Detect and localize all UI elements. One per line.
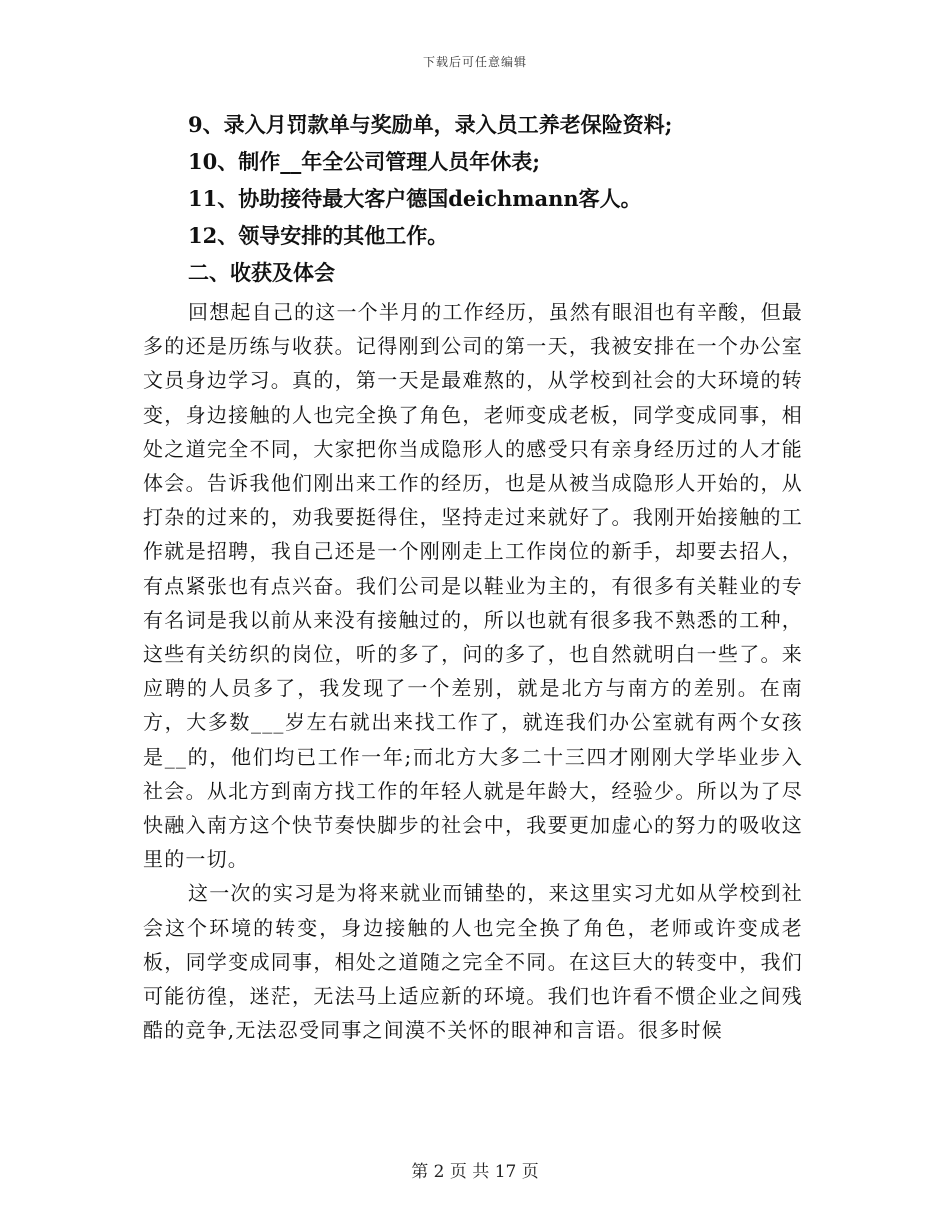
header-note: 下载后可任意编辑 (422, 55, 527, 69)
list-item: 10、制作__年全公司管理人员年休表; (188, 149, 540, 174)
list-item: 9、录入月罚款单与奖励单，录入员工养老保险资料; (188, 112, 673, 137)
paragraph: 回想起自己的这一个半月的工作经历，虽然有眼泪也有辛酸，但最多的还是历练与收获。记得刚到公司的第一天，我被安排在一个办公室文员身边学习。真的，第一天是最难熬的，从学校到社会的大环境的转变，身边接触的人也完全换了角色，老师变成老板，同学变成同事，相处之道完全不同，大家把你当成隐形人的感受只有亲身经历过的人才能体会。告诉我他们刚出来工作的经历，也是从被当成隐形人开始的，从打杂的过来的，劝我要挺得住，坚持走过来就好了。我刚开始接触的工作就是招聘，我自己还是一个刚刚走上工作岗位的新手，却要去招人，有点紧张也有点兴奋。我们公司是以鞋业为主的，有很多有关鞋业的专有名词是我以前从来没有接触过的，所以也就有很多我不熟悉的工种，这些有关纺织的岗位，听的多了，问的多了，也自然就明白一些了。来应聘的人员多了，我发现了一个差别，就是北方与南方的差别。在南方，大多数___岁左右就出来找工作了，就连我们办公室就有两个女孩是__的，他们均已工作一年;而北方大多二十三四才刚刚大学毕业步入社会。从北方到南方找工作的年轻人就是年龄大，经验少。所以为了尽快融入南方这个快节奏快脚步的社会中，我要更加虚心的努力的吸收这里的一切。 (143, 300, 803, 872)
section-heading: 二、收获及体会 (188, 260, 335, 285)
page-number: 第 2 页 共 17 页 (411, 1162, 539, 1182)
list-item: 12、领导安排的其他工作。 (188, 223, 449, 248)
paragraph: 这一次的实习是为将来就业而铺垫的，来这里实习尤如从学校到社会这个环境的转变，身边接触的人也完全换了角色，老师或许变成老板，同学变成同事，相处之道随之完全不同。在这巨大的转变中，我们可能彷徨，迷茫，无法马上适应新的环境。我们也许看不惯企业之间残酷的竞争,无法忍受同事之间漠不关怀的眼神和言语。很多时候 (143, 881, 803, 1043)
document-body (143, 106, 803, 1047)
list-item: 11、协助接待最大客户德国deichmann客人。 (188, 186, 642, 211)
